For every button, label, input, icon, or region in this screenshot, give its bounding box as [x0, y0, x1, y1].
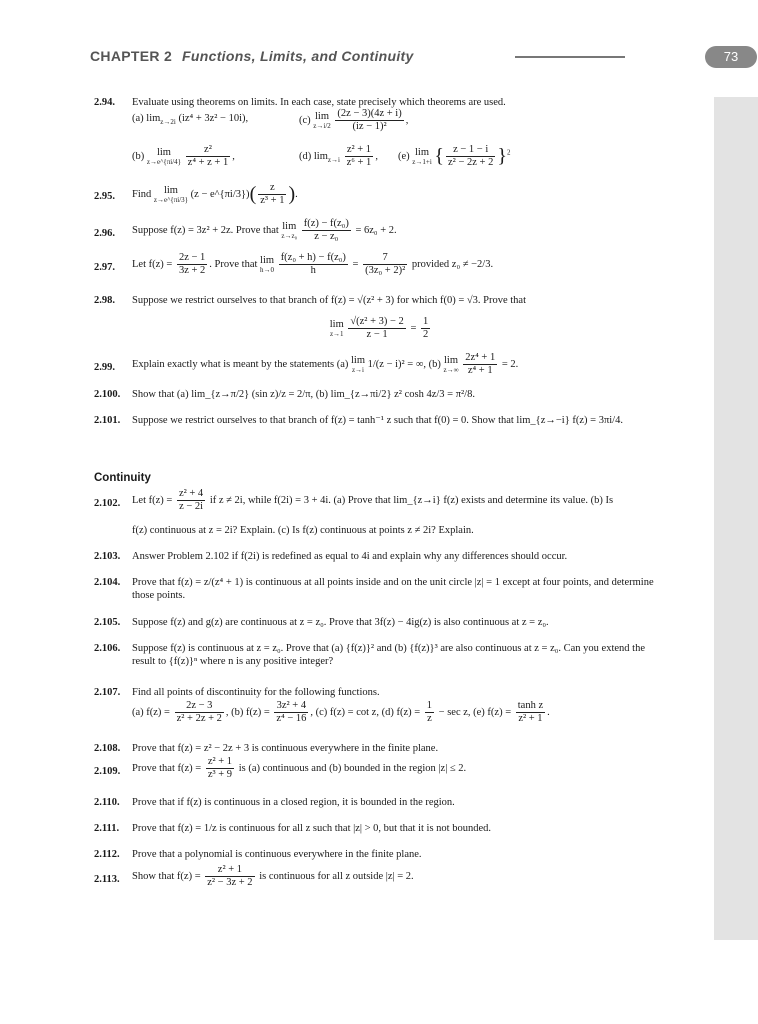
- problem-text: Prove that a polynomial is continuous everywhere in the finite plane.: [132, 849, 422, 860]
- problem-text: Evaluate using theorems on limits. In each case, state precisely which theorems are used.: [132, 97, 506, 108]
- fraction: $\frac{\text{z² + 1}}{\text{z² − 3z + 2}}$: [207, 864, 253, 888]
- running-head: [90, 48, 414, 64]
- problem-text: Find: [132, 188, 152, 200]
- fraction: $\frac{\text{z² + 1}}{\text{z³ + 9}}$: [207, 756, 233, 780]
- problem-number: 2.103.: [94, 551, 121, 562]
- problem-2-94-row2: (b) lim z→e^{πi/4} $\frac{\text{z²}}{\text{z⁴ + z + 1}}$ , (d) $\lim_{z\to i}$ $\frac{\text{z² + 1}}{\text{z⁶ + 1}}$ , (e) lim z→1+i { $\frac{z - 1 - i}{\text{z² − 2z + 2}}$ }$^2$: [132, 144, 511, 168]
- problem-number: 2.102.: [94, 498, 121, 509]
- part-a: (a) lim: [132, 113, 161, 124]
- problem-text: Suppose we restrict ourselves to that branch of f(z) = √(z² + 3) for which f(0) = √3. Prove that: [132, 295, 526, 306]
- limit: lim h→0: [260, 255, 275, 274]
- fraction: $\frac{\text{3z² + 4}}{\text{z⁴ − 16}}$: [276, 700, 307, 724]
- problem-number: 2.112.: [94, 849, 120, 860]
- problem-text: Suppose f(z) = 3z² + 2z. Prove that: [132, 224, 279, 236]
- problem-number: 2.96.: [94, 228, 115, 239]
- problem-2-113: 2.113. Show that f(z) = $\frac{\text{z² + 1}}{\text{z² − 3z + 2}}$ is continuous for all z outside |z| = 2.: [94, 864, 414, 888]
- limit-subscript: z→i: [327, 156, 340, 164]
- expression: (iz⁴ + 3z² − 10i),: [178, 113, 249, 124]
- problem-2-97: 2.97. Let f(z) = $\frac{2z - 1}{3z + 2}$ . Prove that lim h→0 $\frac{\text{f(z₀ + h) − f(z₀)}}{h}$ = $\frac{7}{\text{(3z₀ + 2)²}}$ provided z₀ ≠ −2/3.: [94, 252, 494, 276]
- problem-text: Find all points of discontinuity for the following functions.: [132, 687, 380, 698]
- fraction: $\frac{\text{2z⁴ + 1}}{\text{z⁴ + 1}}$: [465, 352, 496, 376]
- part-b: (b): [132, 150, 145, 162]
- fraction: $\frac{\text{f(z) − f(z₀)}}{\text{z − z₀}}$: [303, 218, 349, 242]
- problem-text: Answer Problem 2.102 if f(2i) is redefined as equal to 4i and explain why any differences should occur.: [132, 551, 568, 562]
- problem-text: f(z) continuous at z = 2i? Explain. (c) Is f(z) continuous at points z ≠ 2i? Explain.: [132, 525, 474, 536]
- fraction: $\frac{\text{√(z² + 3) − 2}}{z - 1}$: [350, 316, 404, 340]
- fraction: $\frac{2z - 3}{\text{z² + 2z + 2}}$: [176, 700, 222, 724]
- problem-text: Prove that f(z) = z² − 2z + 3 is continuous everywhere in the finite plane.: [132, 743, 439, 754]
- exponent: 2: [506, 148, 511, 157]
- problem-2-94-row1: (a) $\lim_{z\to 2i} (iz^4 + 3z^2 - 10i)$, (c) lim z→i/2 $\frac{(2z - 3)(4z + i)}{\text{(iz − 1)²}}$ ,: [132, 108, 409, 132]
- part-d: (d) lim: [299, 150, 328, 162]
- limit: lim z→i/2: [313, 111, 331, 130]
- fraction: $\frac{(2z - 3)(4z + i)}{\text{(iz − 1)²}}$: [337, 108, 402, 132]
- expression: (z − e^{πi/3}): [190, 188, 250, 200]
- problem-number: 2.95.: [94, 191, 115, 202]
- problem-number: 2.107.: [94, 687, 121, 698]
- problem-number: 2.97.: [94, 262, 115, 273]
- problem-text: Explain exactly what is meant by the statements (a): [132, 358, 349, 370]
- expression: provided z₀ ≠ −2/3.: [411, 258, 494, 270]
- chapter-title: Functions, Limits, and Continuity: [182, 48, 414, 64]
- fraction: $\frac{\text{z² + 1}}{\text{z⁶ + 1}}$: [346, 144, 372, 168]
- problem-number: 2.98.: [94, 295, 115, 306]
- fraction: $\frac{1}{2}$: [422, 316, 429, 340]
- limit: lim z→1: [329, 319, 344, 338]
- problem-number: 2.113.: [94, 874, 120, 885]
- limit: lim z→i: [350, 355, 365, 374]
- fraction: $\frac{z}{\text{z³ + 1}}$: [260, 182, 285, 206]
- problem-text: Prove that if f(z) is continuous in a closed region, it is bounded in the region.: [132, 797, 455, 808]
- fraction: $\frac{2z - 1}{3z + 2}$: [178, 252, 206, 276]
- problem-number: 2.94.: [94, 97, 115, 108]
- page-number: 73: [705, 46, 757, 68]
- page-header: [90, 46, 739, 68]
- limit: lim z→e^{πi/3}: [153, 185, 189, 204]
- problem-text: Suppose f(z) and g(z) are continuous at z = z₀. Prove that 3f(z) − 4ig(z) is also continuous at z = z₀.: [132, 617, 549, 628]
- fraction: $\frac{\text{z²}}{\text{z⁴ + z + 1}}$: [187, 144, 229, 168]
- fraction: $\frac{z - 1 - i}{\text{z² − 2z + 2}}$: [448, 144, 494, 168]
- limit: lim z→1+i: [412, 147, 432, 166]
- problem-number: 2.111.: [94, 823, 120, 834]
- problem-text: is continuous for all z outside |z| = 2.: [259, 870, 414, 882]
- problem-text: Show that (a) lim_{z→π/2} (sin z)/z = 2/π, (b) lim_{z→πi/2} z² cosh 4z/3 = π²/8.: [132, 389, 475, 400]
- fraction: $\frac{\text{z² + 4}}{z - 2i}$: [178, 488, 204, 512]
- problem-number: 2.110.: [94, 797, 120, 808]
- expression: = 6z₀ + 2.: [355, 224, 397, 236]
- limit: lim z→∞: [443, 355, 459, 374]
- problem-2-96: [94, 218, 668, 248]
- problem-number: 2.106.: [94, 643, 121, 654]
- fraction: $\frac{7}{\text{(3z₀ + 2)²}}$: [365, 252, 406, 276]
- fraction: $\frac{1}{z}$: [426, 700, 433, 724]
- problem-number: 2.101.: [94, 415, 121, 426]
- problem-number: 2.104.: [94, 577, 121, 588]
- problem-2-99: 2.99. Explain exactly what is meant by the statements (a) lim z→i 1/(z − i)² = ∞, (b) lim z→∞ $\frac{\text{2z⁴ + 1}}{\text{z⁴ + 1}}$ = 2.: [94, 352, 519, 376]
- problem-text: Prove that f(z) = 1/z is continuous for all z such that |z| > 0, but that it is not bounded.: [132, 823, 491, 834]
- problem-text: Prove that f(z) = z/(z⁴ + 1) is continuous at all points inside and on the unit circle |z| = 1 except at four points, and determine those points.: [132, 577, 654, 601]
- problem-text: if z ≠ 2i, while f(2i) = 3 + 4i. (a) Prove that lim_{z→i} f(z) exists and determine its value. (b) Is: [209, 494, 614, 506]
- problem-2-107-parts: (a) f(z) = $\frac{2z - 3}{\text{z² + 2z + 2}}$ , (b) f(z) = $\frac{\text{3z² + 4}}{\text{z⁴ − 16}}$ , (c) f(z) = cot z, (d) f(z) = $\frac{1}{z}$ − sec z, (e) f(z) = $\frac{\text{tanh z}}{\text{z² + 1}}$ .: [132, 700, 550, 724]
- limit: lim z→z₀: [281, 221, 298, 240]
- problem-2-98-display: lim z→1 $\frac{\text{√(z² + 3) − 2}}{z - 1}$ = $\frac{1}{2}$: [329, 316, 429, 340]
- problem-text: Suppose f(z) is continuous at z = z₀. Prove that (a) {f(z)}² and (b) {f(z)}³ are also continuous at z = z₀. Can you extend the result to {f(z)}ⁿ where n is any positive integer?: [132, 643, 646, 667]
- problem-2-95: 2.95. Find lim z→e^{πi/3} (z − e^{πi/3})( $\frac{z}{\text{z³ + 1}}$ ).: [94, 182, 298, 206]
- problem-2-109: 2.109. Prove that f(z) = $\frac{\text{z² + 1}}{\text{z³ + 9}}$ is (a) continuous and (b) bounded in the region |z| ≤ 2.: [94, 756, 467, 780]
- problem-number: 2.105.: [94, 617, 121, 628]
- problem-text: Suppose we restrict ourselves to that branch of f(z) = tanh⁻¹ z such that f(0) = 0. Show that lim_{z→−i} f(z) = 3πi/4.: [132, 415, 623, 426]
- problem-text: Let f(z) =: [132, 258, 173, 270]
- problem-2-102: 2.102. Let f(z) = $\frac{\text{z² + 4}}{z - 2i}$ if z ≠ 2i, while f(2i) = 3 + 4i. (a) Prove that lim_{z→i} f(z) exists and determine its value. (b) Is: [94, 488, 614, 512]
- fraction: $\frac{\text{tanh z}}{\text{z² + 1}}$: [517, 700, 544, 724]
- limit-subscript: z→2i: [160, 118, 176, 127]
- problem-number: 2.99.: [94, 362, 115, 373]
- fraction: $\frac{\text{f(z₀ + h) − f(z₀)}}{h}$: [280, 252, 346, 276]
- problem-number: 2.109.: [94, 766, 121, 777]
- problem-number: 2.108.: [94, 743, 121, 754]
- problem-number: 2.100.: [94, 389, 121, 400]
- chapter-label: CHAPTER 2: [90, 48, 173, 64]
- limit: lim z→e^{πi/4}: [146, 147, 182, 166]
- part-e: (e): [398, 150, 410, 162]
- problem-text: is (a) continuous and (b) bounded in the region |z| ≤ 2.: [238, 762, 467, 774]
- part-c: (c): [299, 114, 311, 126]
- header-rule: [515, 56, 625, 58]
- section-heading: Continuity: [94, 472, 151, 484]
- thumb-tab: [714, 97, 758, 940]
